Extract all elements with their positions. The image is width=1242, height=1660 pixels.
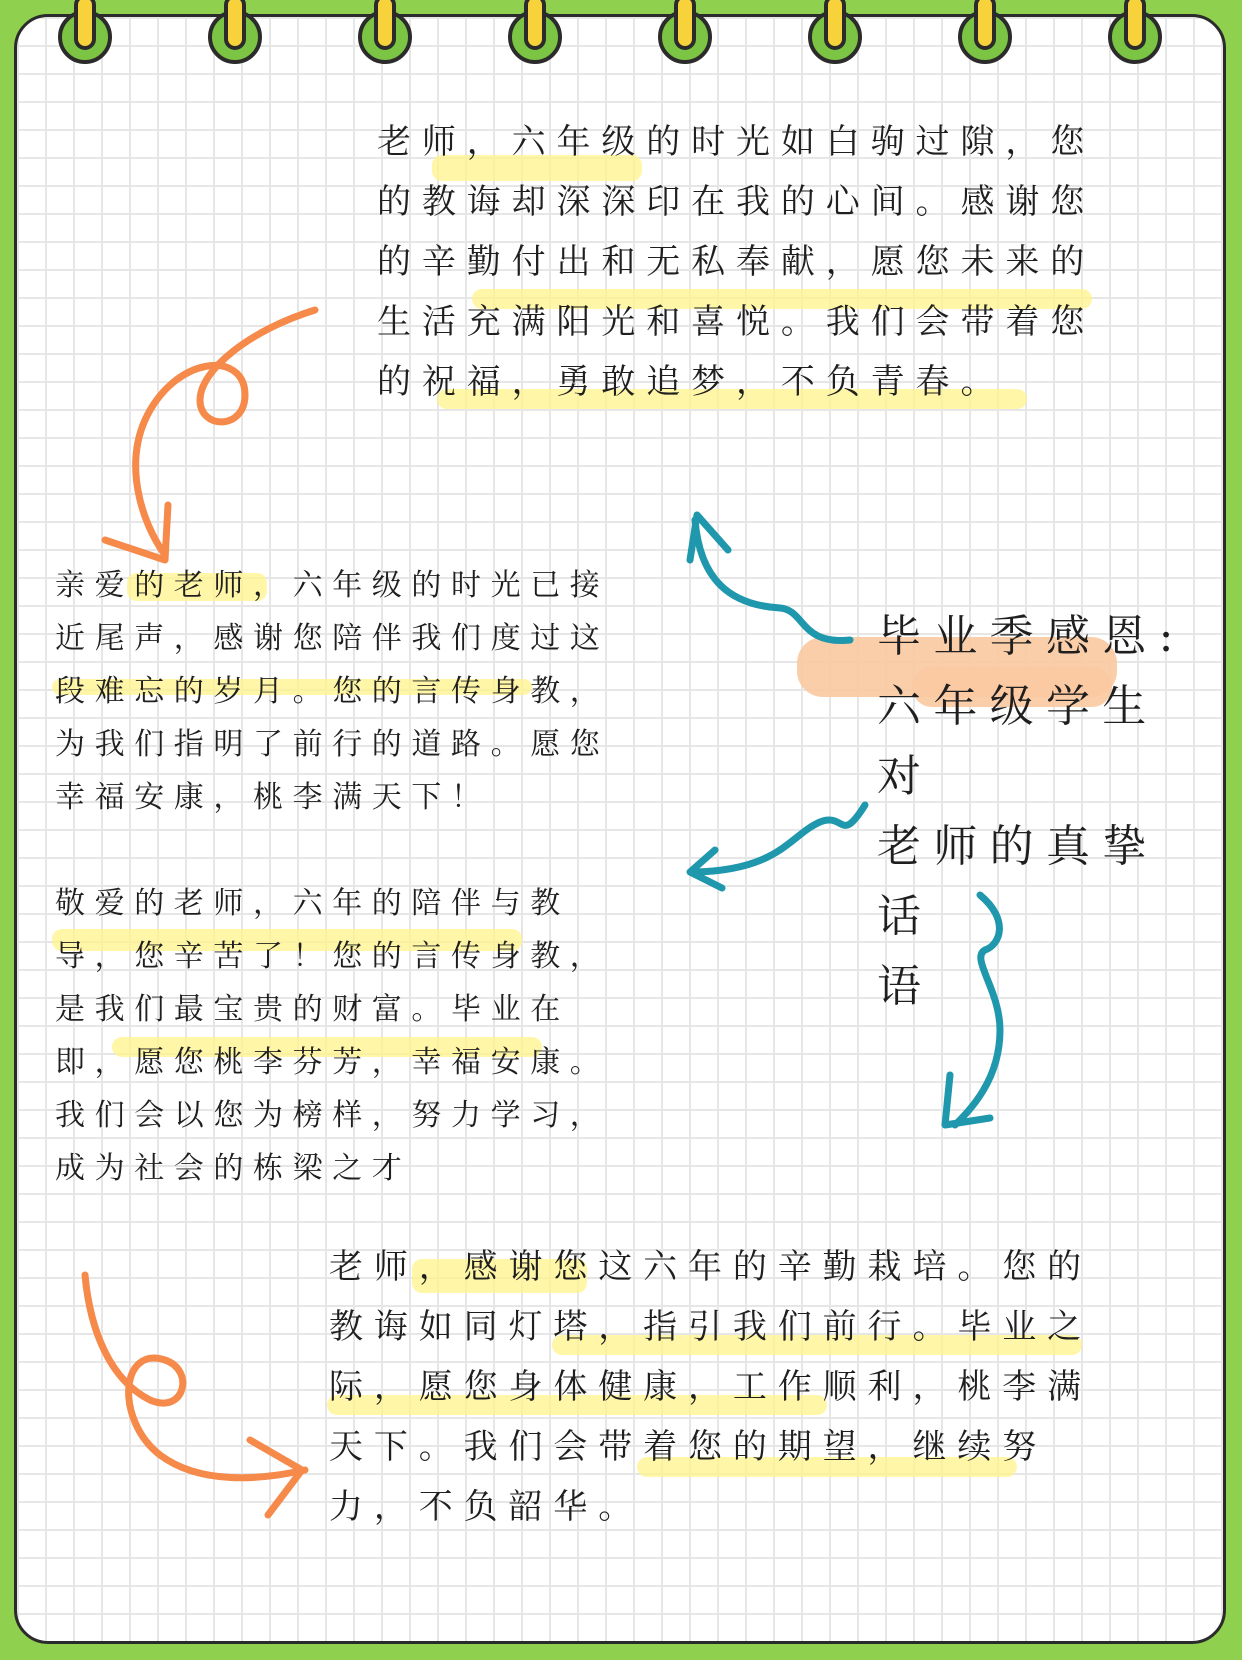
title-line: 语 [877, 961, 934, 1012]
paragraph-3: 敬爱的老师，六年的陪伴与教导，您辛苦了！您的言传身教，是我们最宝贵的财富。毕业在即，愿您桃李芬芳，幸福安康。我们会以您为榜样，努力学习，成为社会的栋梁之才 [55, 886, 610, 1186]
orange-loop-arrow-icon [136, 310, 315, 555]
title-line: 毕业季感恩: [877, 611, 1186, 662]
paragraph-2: 亲爱的老师，六年级的时光已接近尾声，感谢您陪伴我们度过这段难忘的岁月。您的言传身教，为我们指明了前行的道路。愿您幸福安康，桃李满天下！ [55, 568, 610, 815]
title-line: 老师的真挚话 [877, 821, 1159, 942]
teal-curly-arrow-icon [945, 1075, 990, 1125]
paragraph-4: 老师，感谢您这六年的辛勤栽培。您的教诲如同灯塔，指引我们前行。毕业之际，愿您身体健康，工作顺利，桃李满天下。我们会带着您的期望，继续努力，不负韶华。 [329, 1247, 1092, 1527]
orange-loop-arrow-icon [85, 1275, 305, 1478]
teal-curly-arrow-icon [955, 895, 1000, 1125]
paragraph-1: 老师，六年级的时光如白驹过隙，您的教诲却深深印在我的心间。感谢您的辛勤付出和无私奉献，愿您未来的生活充满阳光和喜悦。我们会带着您的祝福，勇敢追梦，不负青春。 [377, 122, 1096, 402]
teal-curly-arrow-icon [690, 515, 728, 560]
teal-curly-arrow-icon [695, 805, 865, 872]
title-line: 六年级学生对 [877, 681, 1159, 802]
